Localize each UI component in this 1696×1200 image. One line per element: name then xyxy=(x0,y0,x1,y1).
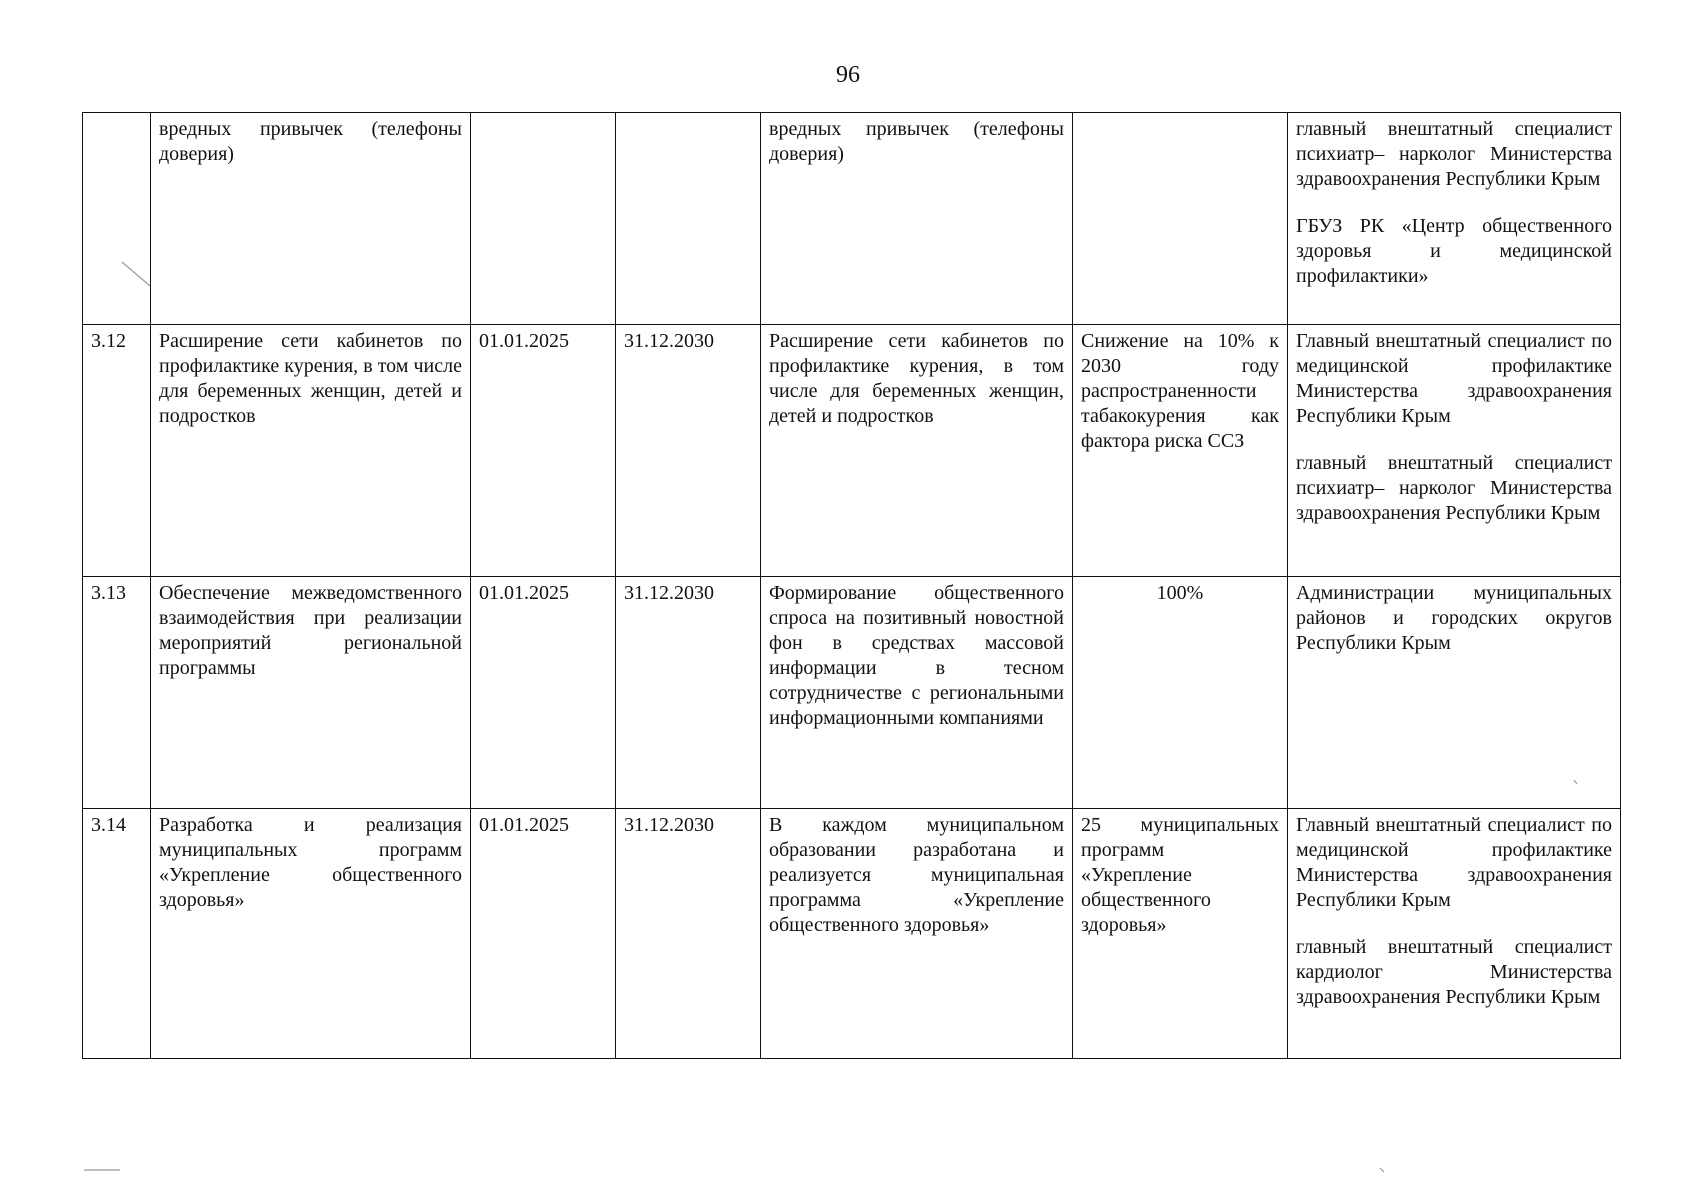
event-cell: Расширение сети кабинетов по профилактике курения, в том числе для беременных женщин, детей и подростков xyxy=(151,325,471,577)
start-date-cell: 01.01.2025 xyxy=(471,809,616,1059)
end-date-cell: 31.12.2030 xyxy=(616,809,761,1059)
table-row xyxy=(83,577,1621,809)
responsible-entry: Главный внештатный специалист по медицинской профилактике Министерства здравоохранения Республики Крым xyxy=(1296,814,1612,911)
end-date-cell: 31.12.2030 xyxy=(616,325,761,577)
responsible-entry: главный внештатный специалист кардиолог Министерства здравоохранения Республики Крым xyxy=(1296,936,1612,1008)
responsible-cell xyxy=(1288,113,1621,325)
table-row xyxy=(83,325,1621,577)
indicator-cell: Снижение на 10% к 2030 году распространенности табакокурения как фактора риска ССЗ xyxy=(1073,325,1288,577)
end-date-cell: 31.12.2030 xyxy=(616,577,761,809)
event-cell: Разработка и реализация муниципальных программ «Укрепление общественного здоровья» xyxy=(151,809,471,1059)
result-cell: Расширение сети кабинетов по профилактике курения, в том числе для беременных женщин, детей и подростков xyxy=(761,325,1073,577)
table-row xyxy=(83,809,1621,1059)
start-date-cell: 01.01.2025 xyxy=(471,325,616,577)
indicator-cell xyxy=(1073,113,1288,325)
start-date-cell: 01.01.2025 xyxy=(471,577,616,809)
responsible-entry: ГБУЗ РК «Центр общественного здоровья и медицинской профилактики» xyxy=(1296,215,1612,287)
program-table xyxy=(82,112,1621,1059)
start-date-cell xyxy=(471,113,616,325)
responsible-entry: главный внештатный специалист психиатр– нарколог Министерства здравоохранения Республики Крым xyxy=(1296,118,1612,190)
responsible-cell xyxy=(1288,809,1621,1059)
responsible-entry: Главный внештатный специалист по медицинской профилактике Министерства здравоохранения Республики Крым xyxy=(1296,330,1612,427)
responsible-cell xyxy=(1288,577,1621,809)
row-number: 3.13 xyxy=(83,577,151,809)
table-row xyxy=(83,113,1621,325)
row-number xyxy=(83,113,151,325)
responsible-entry: главный внештатный специалист психиатр– нарколог Министерства здравоохранения Республики Крым xyxy=(1296,452,1612,524)
result-cell: вредных привычек (телефоны доверия) xyxy=(761,113,1073,325)
responsible-entry: Администрации муниципальных районов и городских округов Республики Крым xyxy=(1296,582,1612,654)
event-cell: Обеспечение межведомственного взаимодействия при реализации мероприятий региональной программы xyxy=(151,577,471,809)
end-date-cell xyxy=(616,113,761,325)
responsible-cell xyxy=(1288,325,1621,577)
result-cell: В каждом муниципальном образовании разработана и реализуется муниципальная программа «Укрепление общественного здоровья» xyxy=(761,809,1073,1059)
page-number: 96 xyxy=(836,62,860,88)
event-cell: вредных привычек (телефоны доверия) xyxy=(151,113,471,325)
row-number: 3.14 xyxy=(83,809,151,1059)
result-cell: Формирование общественного спроса на позитивный новостной фон в средствах массовой информации в тесном сотрудничестве с региональными информационными компаниями xyxy=(761,577,1073,809)
row-number: 3.12 xyxy=(83,325,151,577)
indicator-cell: 25 муниципальных программ «Укрепление общественного здоровья» xyxy=(1073,809,1288,1059)
indicator-cell: 100% xyxy=(1073,577,1288,809)
